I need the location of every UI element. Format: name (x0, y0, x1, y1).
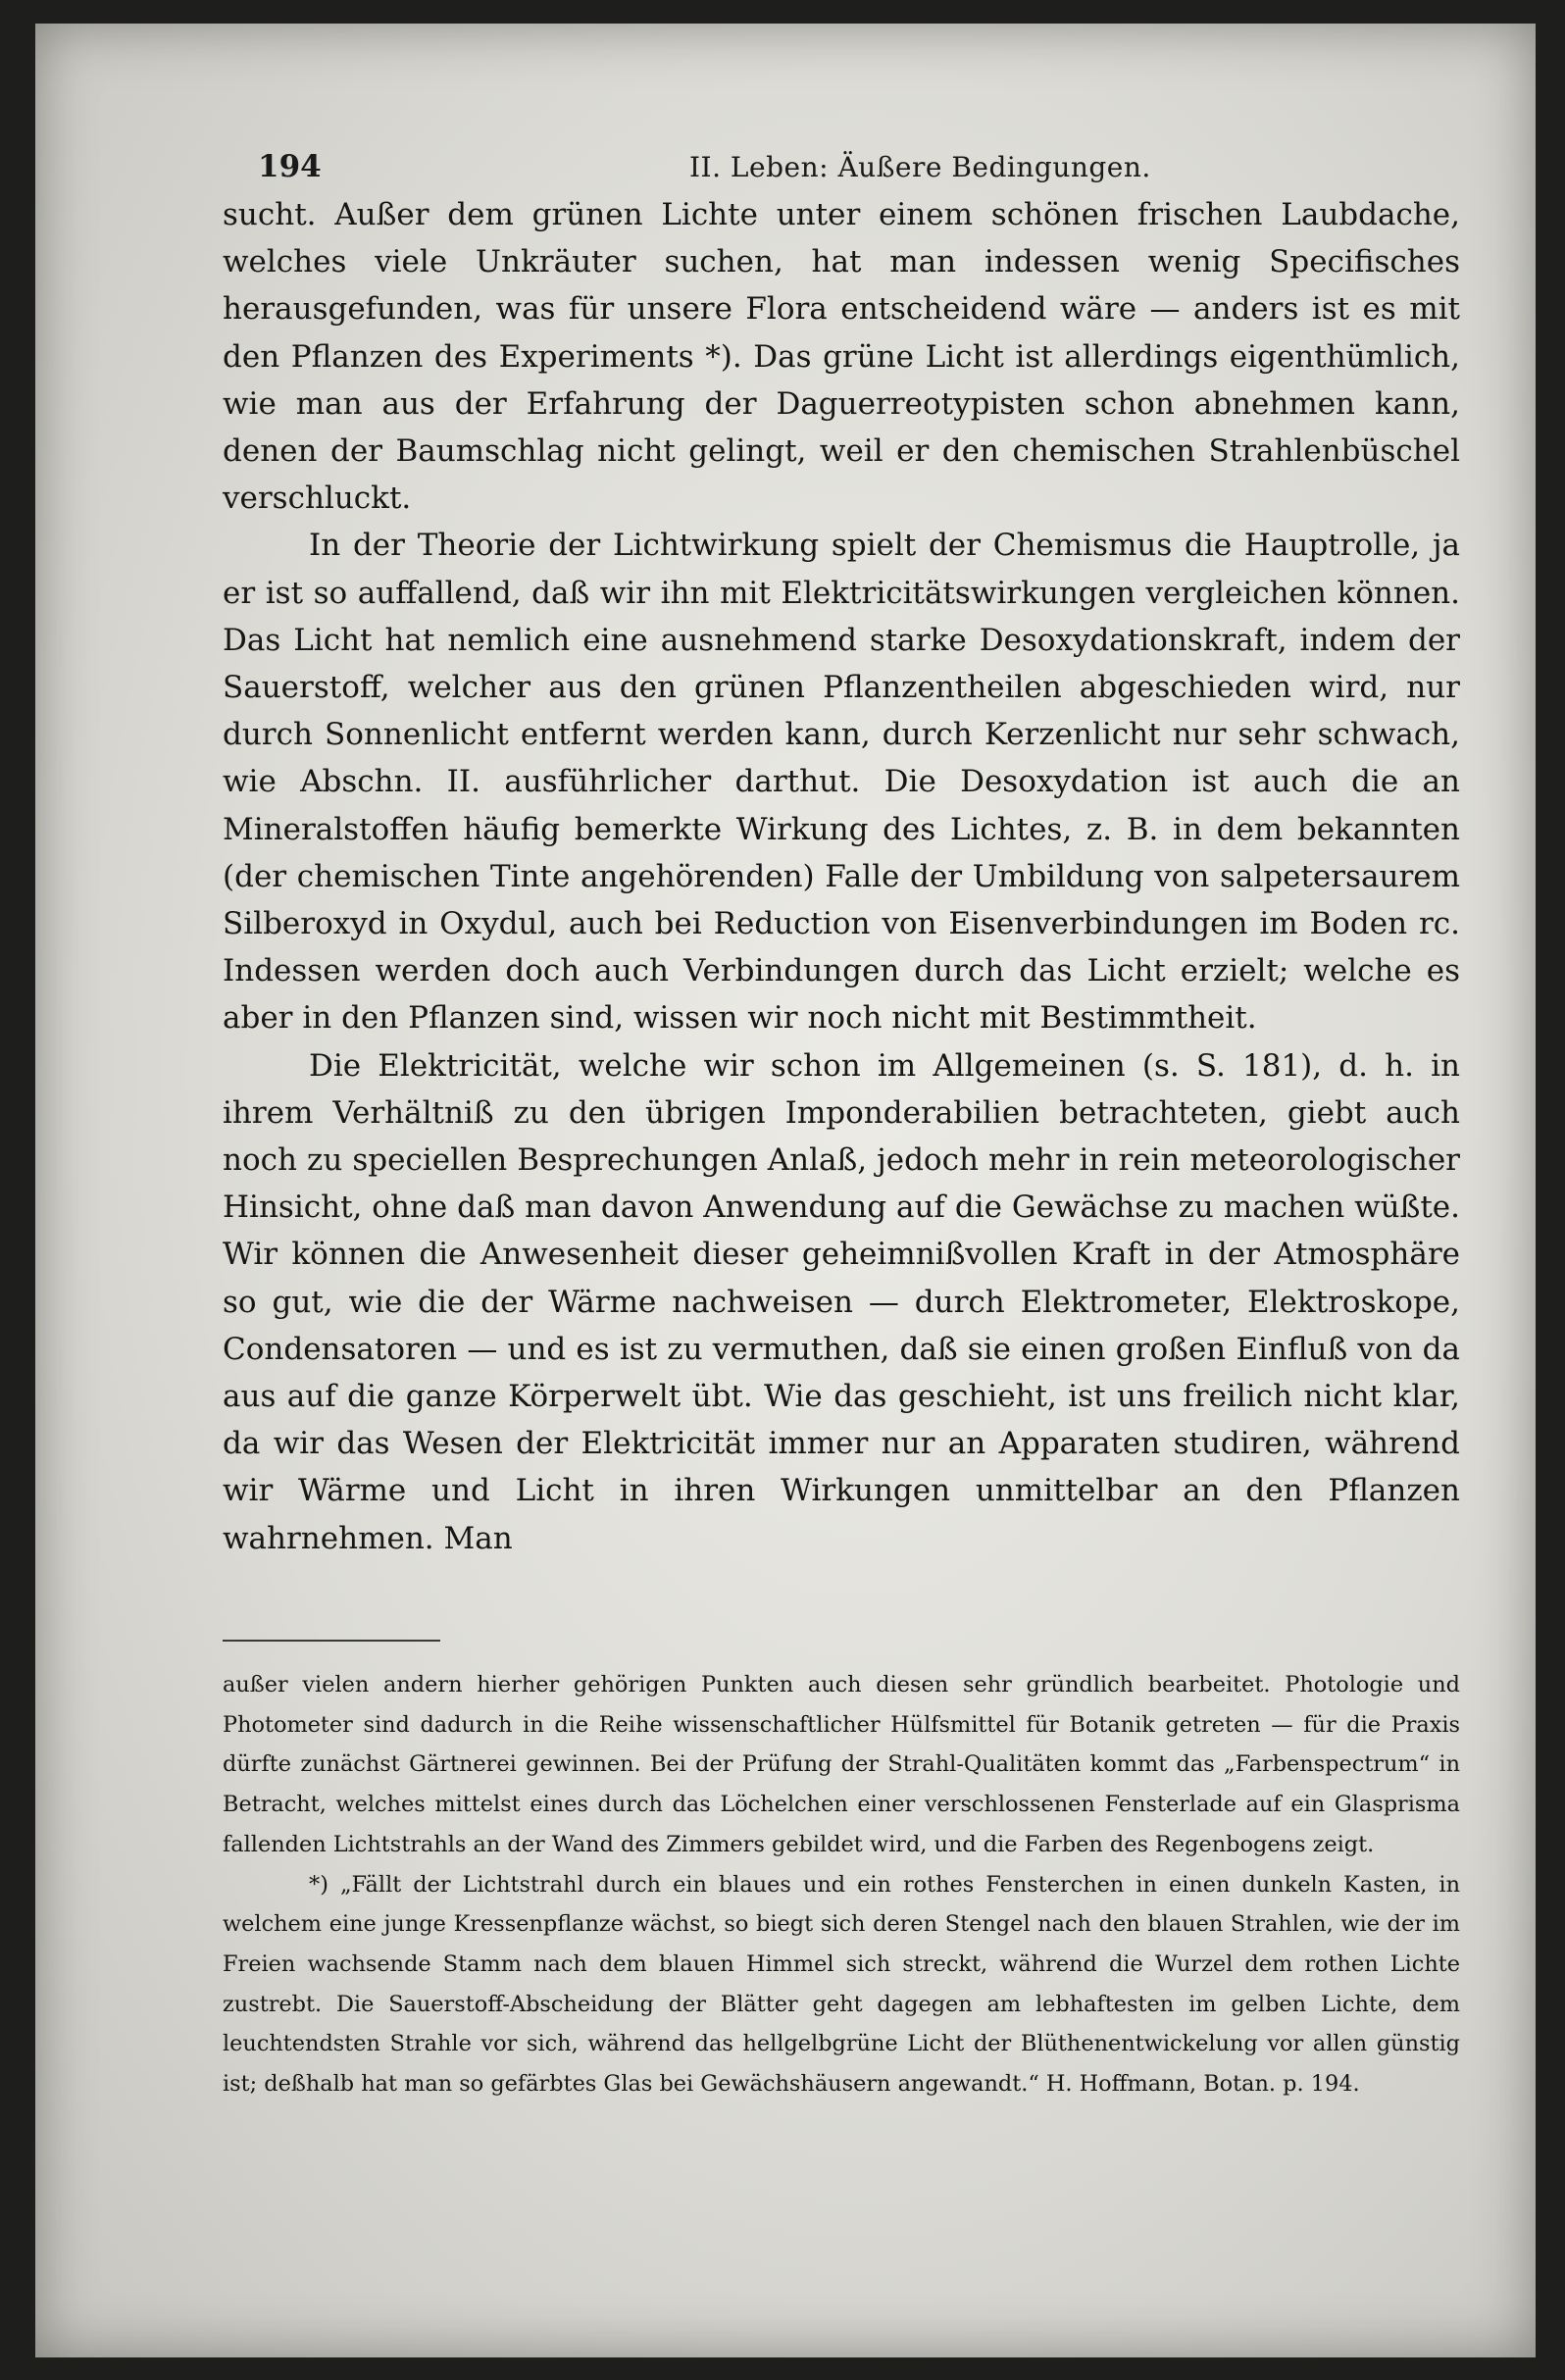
footnote-separator (223, 1640, 440, 1642)
footnotes (223, 1665, 1460, 2104)
paragraph-1: sucht. Außer dem grünen Lichte unter einem schönen frischen Laubdache, welches viele Unkräuter suchen, hat man indessen wenig Specifisches herausgefunden, was für unsere Flora entscheidend wäre — anders ist es mit den Pflanzen des Experiments *). Das grüne Licht ist allerdings eigenthümlich, wie man aus der Erfahrung der Daguerreotypisten schon abnehmen kann, denen der Baumschlag nicht gelingt, weil er den chemischen Strahlenbüschel verschluckt. (223, 197, 1460, 517)
body-text (223, 191, 1460, 1562)
footnote-asterisk: *) „Fällt der Lichtstrahl durch ein blaues und ein rothes Fensterchen in einen dunkeln Kasten, in welchem eine junge Kressenpflanze wächst, so biegt sich deren Stengel nach den blauen Strahlen, wie der im Freien wachsende Stamm nach dem blauen Himmel sich streckt, während die Wurzel dem rothen Lichte zustrebt. Die Sauerstoff-Abscheidung der Blätter geht dagegen am lebhaftesten im gelben Lichte, dem leuchtendsten Strahle vor sich, während das hellgelbgrüne Licht der Blüthenentwickelung vor allen günstig ist; deßhalb hat man so gefärbtes Glas bei Gewächshäusern angewandt.“ H. Hoffmann, Botan. p. 194. (223, 1871, 1460, 2098)
page-number: 194 (258, 149, 322, 184)
footnote-continuation: außer vielen andern hierher gehörigen Punkten auch diesen sehr gründlich bearbeitet. Photologie und Photometer sind dadurch in die Reihe wissenschaftlicher Hülfsmittel für Botanik getreten — für die Praxis dürfte zunächst Gärtnerei gewinnen. Bei der Prüfung der Strahl-Qualitäten kommt das „Farbenspectrum“ in Betracht, welches mittelst eines durch das Löchelchen einer verschlossenen Fensterlade auf ein Glasprisma fallenden Lichtstrahls an der Wand des Zimmers gebildet wird, und die Farben des Regenbogens zeigt. (223, 1672, 1460, 1857)
paragraph-2: In der Theorie der Lichtwirkung spielt der Chemismus die Hauptrolle, ja er ist so auffallend, daß wir ihn mit Elektricitätswirkungen vergleichen können. Das Licht hat nemlich eine ausnehmend starke Desoxydationskraft, indem der Sauerstoff, welcher aus den grünen Pflanzentheilen abgeschieden wird, nur durch Sonnenlicht entfernt werden kann, durch Kerzenlicht nur sehr schwach, wie Abschn. II. ausführlicher darthut. Die Desoxydation ist auch die an Mineralstoffen häufig bemerkte Wirkung des Lichtes, z. B. in dem bekannten (der chemischen Tinte angehörenden) Falle der Umbildung von salpetersaurem Silberoxyd in Oxydul, auch bei Reduction von Eisenverbindungen im Boden rc. Indessen werden doch auch Verbindungen durch das Licht erzielt; welche es aber in den Pflanzen sind, wissen wir noch nicht mit Bestimmtheit. (223, 528, 1460, 1037)
running-title: II. Leben: Äußere Bedingungen. (689, 151, 1151, 183)
paragraph-3: Die Elektricität, welche wir schon im Allgemeinen (s. S. 181), d. h. in ihrem Verhältniß zu den übrigen Imponderabilien betrachteten, giebt auch noch zu speciellen Besprechungen Anlaß, jedoch mehr in rein meteorologischer Hinsicht, ohne daß man davon Anwendung auf die Gewächse zu machen wüßte. Wir können die Anwesenheit dieser geheimnißvollen Kraft in der Atmosphäre so gut, wie die der Wärme nachweisen — durch Elektrometer, Elektroskope, Condensatoren — und es ist zu vermuthen, daß sie einen großen Einfluß von da aus auf die ganze Körperwelt übt. Wie das geschieht, ist uns freilich nicht klar, da wir das Wesen der Elektricität immer nur an Apparaten studiren, während wir Wärme und Licht in ihren Wirkungen unmittelbar an den Pflanzen wahrnehmen. Man (223, 1047, 1460, 1556)
